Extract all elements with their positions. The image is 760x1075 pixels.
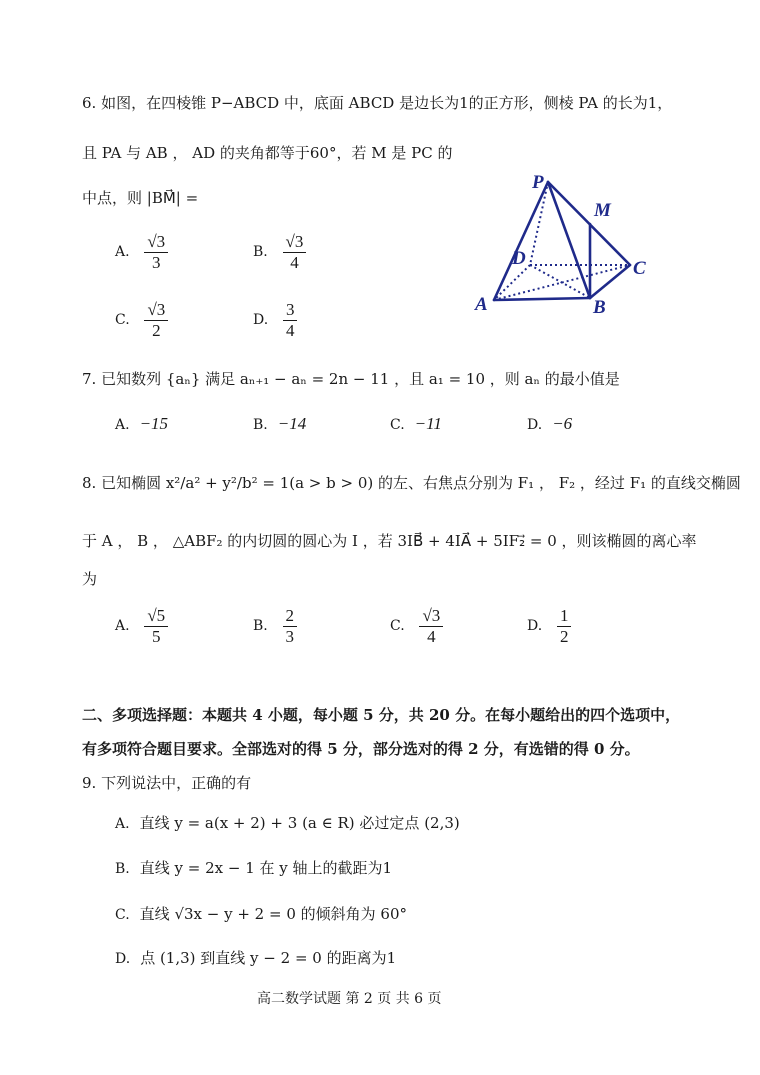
label-a: A <box>475 294 488 315</box>
section2-line1: 二、多项选择题：本题共 4 小题，每小题 5 分，共 20 分。在每小题给出的四个选项中， <box>82 706 681 724</box>
q6-option-b: B. $\frac{√3}{4}$ <box>253 232 306 272</box>
section2-line2: 有多项符合题目要求。全部选对的得 5 分，部分选对的得 2 分，有选错的得 0 分。 <box>82 740 640 758</box>
q7-option-d: D. −6 <box>527 414 573 433</box>
q9-option-a: A. 直线 y = a(x + 2) + 3 (a ∈ R) 必过定点 (2,3) <box>115 814 460 832</box>
q9-stem: 9. 下列说法中，正确的有 <box>82 774 252 792</box>
q8-line1: 8. 已知椭圆 x²/a² + y²/b² = 1(a > b > 0) 的左、右焦点分别为 F₁ ， F₂ ，经过 F₁ 的直线交椭圆 <box>82 474 741 492</box>
label-d: D <box>512 248 526 269</box>
q9-option-c: C. 直线 √3x − y + 2 = 0 的倾斜角为 60° <box>115 905 407 923</box>
q7-option-c: C. −11 <box>390 414 442 433</box>
label-p: P <box>532 172 544 193</box>
q9-option-b: B. 直线 y = 2x − 1 在 y 轴上的截距为1 <box>115 859 393 877</box>
q7-stem: 7. 已知数列 {aₙ} 满足 aₙ₊₁ − aₙ = 2n − 11 ，且 a₁ = 10 ，则 aₙ 的最小值是 <box>82 370 620 388</box>
q7-option-a: A. −15 <box>115 414 169 433</box>
q8-line2: 于 A ， B ， △ABF₂ 的内切圆的圆心为 I ，若 3IB⃗ + 4IA⃗ + 5IF₂⃗ = 0 ，则该椭圆的离心率 <box>82 532 697 550</box>
q8-option-a: A. $\frac{√5}{5}$ <box>115 606 168 646</box>
q8-line3: 为 <box>82 570 98 588</box>
q6-option-c: C. $\frac{√3}{2}$ <box>115 300 168 340</box>
pyramid-figure <box>470 168 665 318</box>
q8-option-c: C. $\frac{√3}{4}$ <box>390 606 443 646</box>
label-b: B <box>593 297 606 318</box>
q6-option-d: D. $\frac{3}{4}$ <box>253 300 297 340</box>
q6-line3: 中点，则 |BM⃗| = <box>82 189 199 207</box>
q9-option-d: D. 点 (1,3) 到直线 y − 2 = 0 的距离为1 <box>115 949 397 967</box>
page-footer: 高二数学试题 第 2 页 共 6 页 <box>257 991 442 1007</box>
label-c: C <box>633 258 646 279</box>
q6-line1: 6. 如图，在四棱锥 P−ABCD 中，底面 ABCD 是边长为1的正方形，侧棱 PA 的长为1， <box>82 94 673 112</box>
q8-option-b: B. $\frac{2}{3}$ <box>253 606 297 646</box>
q8-option-d: D. $\frac{1}{2}$ <box>527 606 571 646</box>
q6-option-a: A. $\frac{√3}{3}$ <box>115 232 168 272</box>
q6-line2: 且 PA 与 AB ， AD 的夹角都等于60°，若 M 是 PC 的 <box>82 144 453 162</box>
label-m: M <box>594 200 611 221</box>
q7-option-b: B. −14 <box>253 414 307 433</box>
